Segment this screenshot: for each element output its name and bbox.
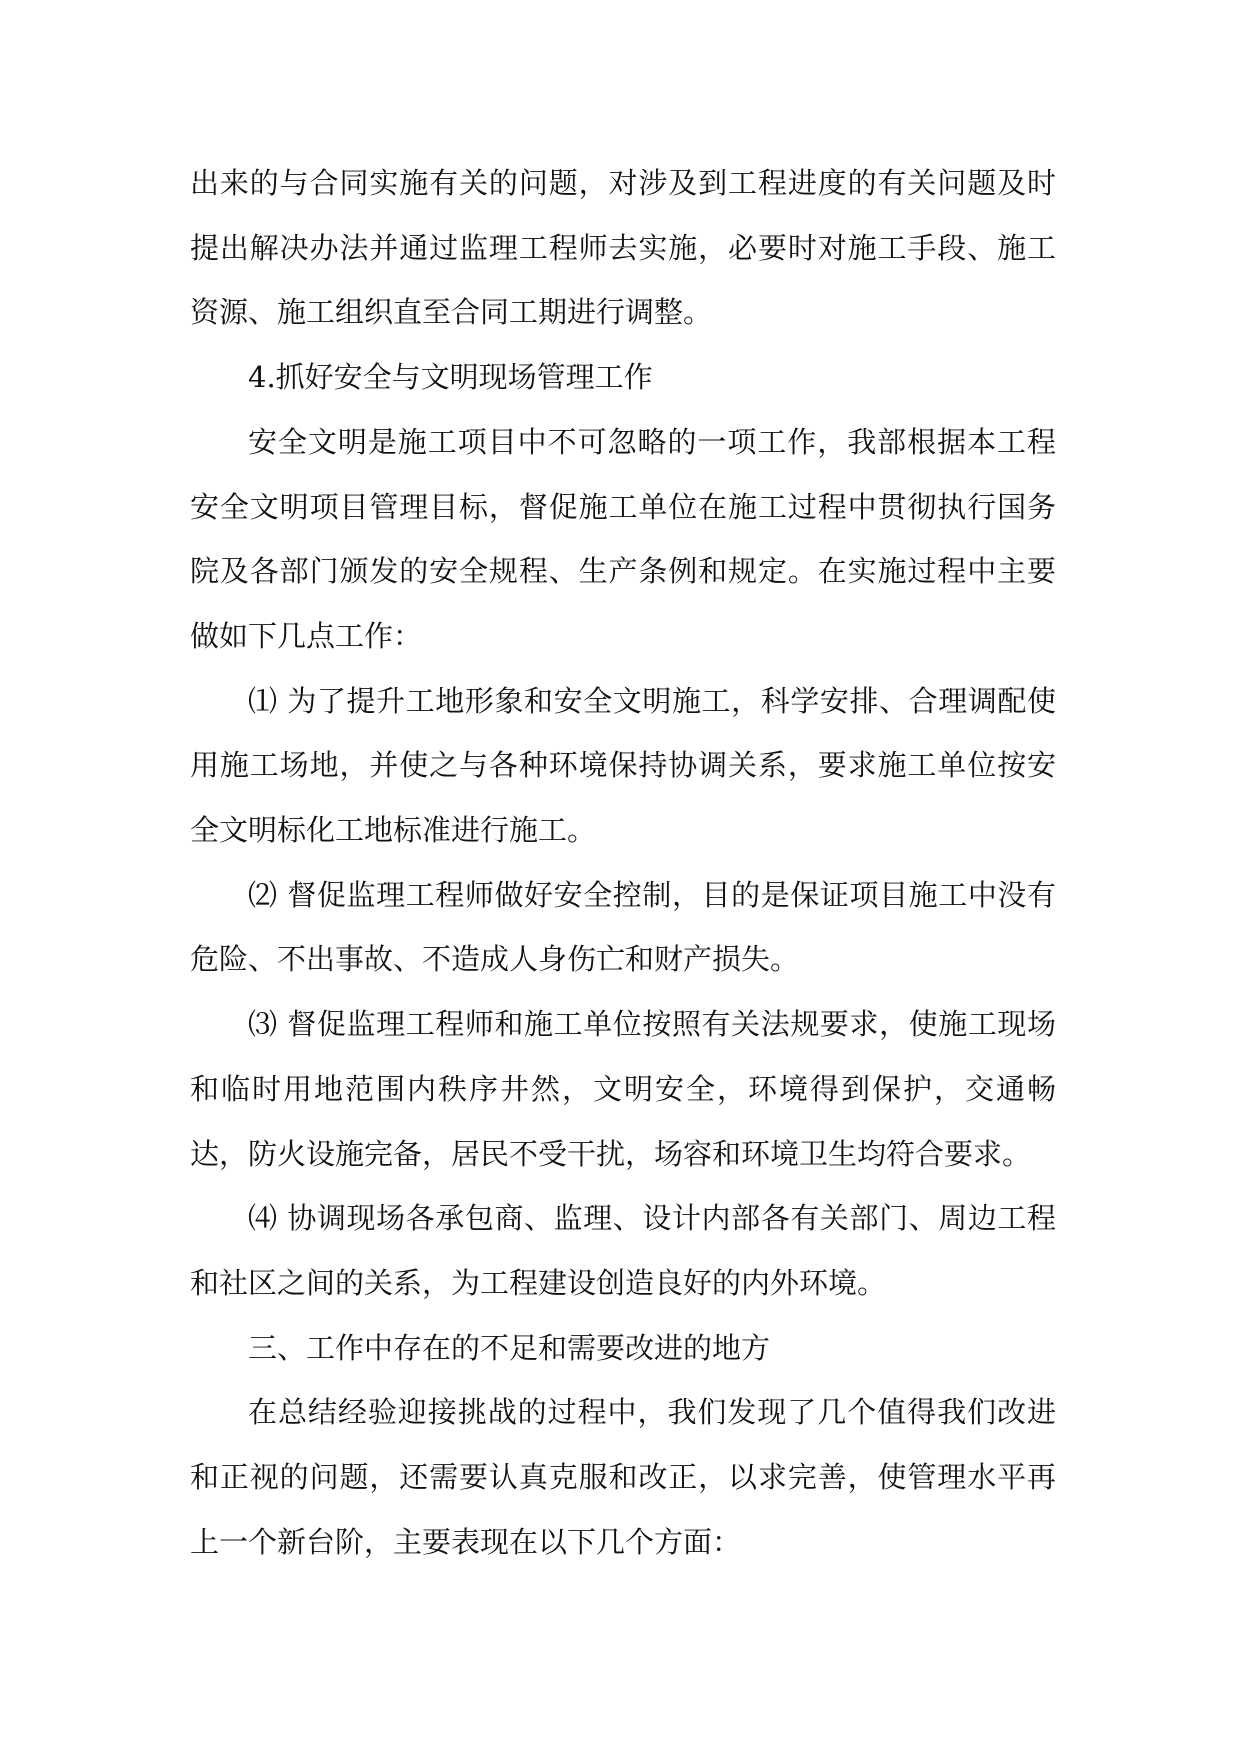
list-item-4: ⑷ 协调现场各承包商、监理、设计内部各有关部门、周边工程和社区之间的关系，为工程建设创造良好的内外环境。 bbox=[190, 1201, 1056, 1300]
section-heading-shortcomings: 三、工作中存在的不足和需要改进的地方 bbox=[248, 1330, 771, 1365]
paragraph-continued: 出来的与合同实施有关的问题，对涉及到工程进度的有关问题及时提出解决办法并通过监理工程师去实施，必要时对施工手段、施工资源、施工组织直至合同工期进行调整。 bbox=[190, 166, 1056, 330]
paragraph-safety-intro: 安全文明是施工项目中不可忽略的一项工作，我部根据本工程安全文明项目管理目标，督促施工单位在施工过程中贯彻执行国务院及各部门颁发的安全规程、生产条例和规定。在实施过程中主要做如下几点工作： bbox=[190, 424, 1056, 653]
document-body bbox=[190, 151, 1056, 1574]
paragraph-shortcomings-intro: 在总结经验迎接挑战的过程中，我们发现了几个值得我们改进和正视的问题，还需要认真克服和改正，以求完善，使管理水平再上一个新台阶，主要表现在以下几个方面： bbox=[190, 1395, 1056, 1559]
section-heading-safety: 4.抓好安全与文明现场管理工作 bbox=[248, 360, 653, 395]
list-item-1: ⑴ 为了提升工地形象和安全文明施工，科学安排、合理调配使用施工场地，并使之与各种环境保持协调关系，要求施工单位按安全文明标化工地标准进行施工。 bbox=[190, 683, 1056, 848]
list-item-3: ⑶ 督促监理工程师和施工单位按照有关法规要求，使施工现场和临时用地范围内秩序井然，文明安全，环境得到保护，交通畅达，防火设施完备，居民不受干扰，场容和环境卫生均符合要求。 bbox=[190, 1007, 1056, 1171]
list-item-2: ⑵ 督促监理工程师做好安全控制，目的是保证项目施工中没有危险、不出事故、不造成人身伤亡和财产损失。 bbox=[190, 877, 1056, 977]
